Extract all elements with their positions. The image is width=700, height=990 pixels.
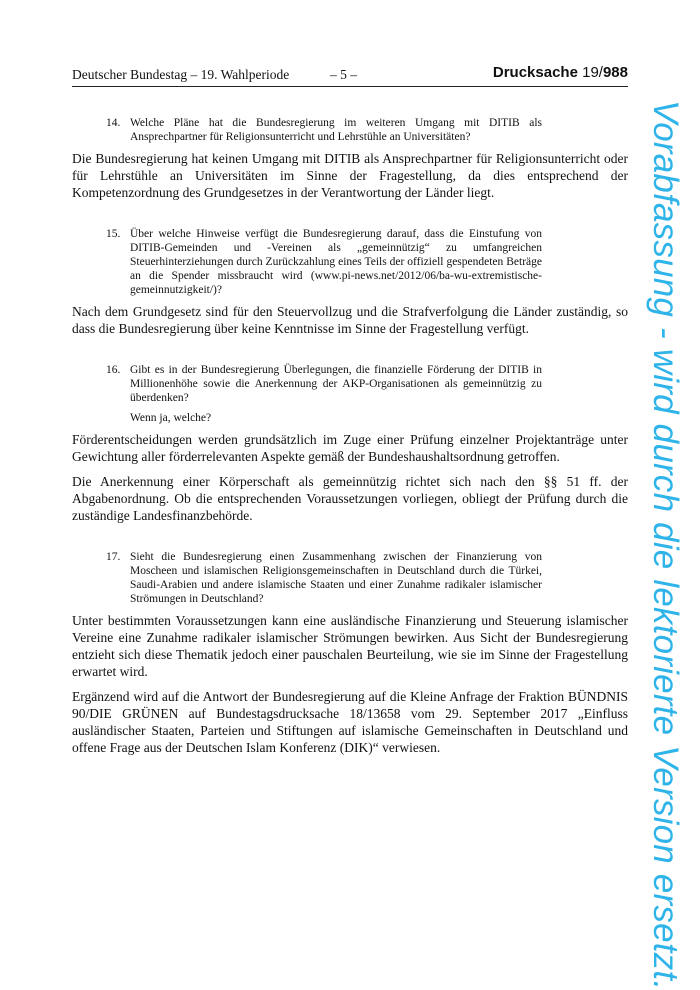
- document-id-label: Drucksache: [492, 64, 578, 81]
- watermark-text: Vorabfassung - wird durch die lektorierte Version ersetzt.: [646, 100, 685, 990]
- document-body: [72, 116, 628, 764]
- answer-paragraph: Förderentscheidungen werden grundsätzlich im Zuge einer Prüfung einzelner Projektanträge unter Gewichtung aller förderrelevanten Aspekte gemäß der Bundeshaushaltsordnung getroffen.: [72, 432, 628, 464]
- page-header: [72, 64, 628, 87]
- question-text: Welche Pläne hat die Bundesregierung im weiteren Umgang mit DITIB als Ansprechpartner für Religionsunterricht und Lehrstühle an Universitäten?: [130, 117, 542, 143]
- draft-watermark: [640, 100, 690, 990]
- question-number: 16.: [106, 364, 121, 376]
- page-number: – 5 –: [330, 67, 357, 82]
- answer-paragraph: Nach dem Grundgesetz sind für den Steuervollzug und die Strafverfolgung die Länder zuständig, so dass die Bundesregierung über keine Kenntnisse im Sinne der Fragestellung verfügt.: [72, 304, 628, 336]
- question-number: 15.: [106, 228, 121, 240]
- question-16: [72, 363, 542, 425]
- answer-paragraph: Die Anerkennung einer Körperschaft als gemeinnützig richtet sich nach den §§ 51 ff. der Abgabenordnung. Ob die entsprechenden Voraussetzungen vorliegen, obliegt der Prüfung durch die zuständige Landesfinanzbehörde.: [72, 474, 628, 523]
- question-14: [72, 116, 542, 144]
- answer-paragraph: Die Bundesregierung hat keinen Umgang mit DITIB als Ansprechpartner für Religionsunterricht oder für Lehrstühle an Universitäten im Sinne der Fragestellung, da dies entsprechend der Kompetenzordnung des Grundgesetzes in der Verantwortung der Länder liegt.: [72, 151, 628, 200]
- document-id: [493, 64, 628, 81]
- header-publication: Deutscher Bundestag – 19. Wahlperiode: [72, 67, 290, 82]
- question-subtext: Wenn ja, welche?: [130, 412, 212, 424]
- question-text: Über welche Hinweise verfügt die Bundesregierung darauf, dass die Einstufung von DITIB-Gemeinden und -Vereinen als „gemeinnützig“ zu umfangreichen Steuerhinterziehungen durch Zurückzahlung eines Teils der offiziell gespendeten Beträge an die Spender missbraucht wird (www.pi-news.net/2012/06/ba-wu-extremistische-gemeinnutzigkeit/)?: [130, 228, 542, 296]
- document-id-number: 988: [602, 64, 628, 81]
- question-text: Gibt es in der Bundesregierung Überlegungen, die finanzielle Förderung der DITIB in Millionenhöhe sowie die Anerkennung der AKP-Organisationen als gemeinnützig zu überdenken?: [130, 364, 542, 404]
- answer-paragraph: Ergänzend wird auf die Antwort der Bundesregierung auf die Kleine Anfrage der Fraktion BÜNDNIS 90/DIE GRÜNEN auf Bundestagsdrucksache 18/13658 vom 29. September 2017 „Einfluss ausländischer Staaten, Parteien und Stiftungen auf islamische Gemeinschaften in Deutschland und offene Frage aus der Deutschen Islam Konferenz (DIK)“ verwiesen.: [72, 689, 628, 755]
- answer-paragraph: Unter bestimmten Voraussetzungen kann eine ausländische Finanzierung und Steuerung islamischer Vereine eine Zunahme radikaler islamischer Strömungen bewirken. Aus Sicht der Bundesregierung entzieht sich diese Thematik jedoch einer pauschalen Beurteilung, wie sie im Sinne der Fragestellung erwartet wird.: [72, 613, 628, 679]
- question-text: Sieht die Bundesregierung einen Zusammenhang zwischen der Finanzierung von Moscheen und islamischen Religionsgemeinschaften in Deutschland durch die Türkei, Saudi-Arabien und andere islamische Staaten und einer Zunahme radikaler islamischer Strömungen in Deutschland?: [130, 551, 542, 605]
- document-id-prefix: 19/: [582, 64, 603, 81]
- question-number: 14.: [106, 117, 121, 129]
- question-15: [72, 227, 542, 297]
- question-17: [72, 550, 542, 606]
- question-number: 17.: [106, 551, 121, 563]
